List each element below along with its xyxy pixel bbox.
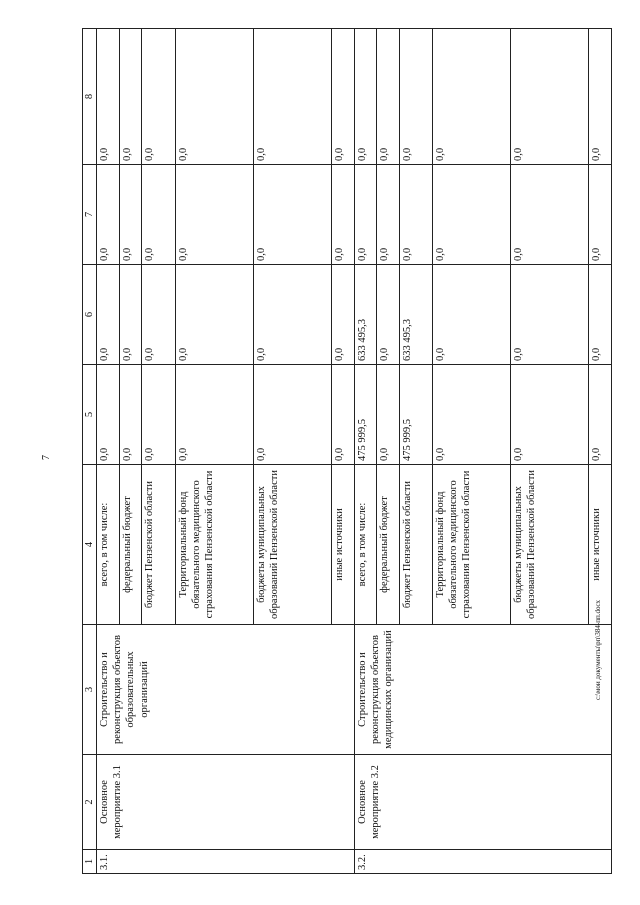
value-col8: 0,0 — [119, 29, 142, 165]
value-col6: 0,0 — [332, 265, 355, 365]
value-col7: 0,0 — [175, 165, 253, 265]
value-col5: 0,0 — [97, 365, 120, 465]
value-col7: 0,0 — [511, 165, 589, 265]
value-col5: 0,0 — [332, 365, 355, 465]
measure-name: Основное мероприятие 3.2 — [354, 755, 612, 850]
page-number: 7 — [41, 455, 52, 460]
value-col7: 0,0 — [399, 165, 433, 265]
value-col6: 0,0 — [142, 265, 176, 365]
measure-description: Строительство и реконструкция объектов медицинских организаций — [354, 625, 612, 755]
measure-description: Строительство и реконструкция объектов образовательных организаций — [97, 625, 354, 755]
value-col6: 633 495,3 — [399, 265, 433, 365]
value-col8: 0,0 — [332, 29, 355, 165]
rotated-table-wrapper — [82, 29, 612, 874]
funding-source: федеральный бюджет — [377, 465, 400, 625]
value-col8: 0,0 — [253, 29, 331, 165]
value-col8: 0,0 — [354, 29, 377, 165]
value-col7: 0,0 — [589, 165, 612, 265]
value-col8: 0,0 — [399, 29, 433, 165]
column-header-7: 7 — [83, 165, 97, 265]
financing-table — [82, 28, 612, 874]
column-header-6: 6 — [83, 265, 97, 365]
value-col8: 0,0 — [175, 29, 253, 165]
value-col6: 633 495,3 — [354, 265, 377, 365]
funding-source: федеральный бюджет — [119, 465, 142, 625]
column-header-5: 5 — [83, 365, 97, 465]
value-col7: 0,0 — [97, 165, 120, 265]
value-col5: 0,0 — [377, 365, 400, 465]
value-col6: 0,0 — [377, 265, 400, 365]
funding-source: иные источники — [589, 465, 612, 625]
footer-file-path: c:\мои документы\рп\384-пп.docx — [594, 599, 602, 700]
value-col8: 0,0 — [433, 29, 511, 165]
row-number: 3.1. — [97, 850, 354, 874]
funding-source: бюджет Пензенской области — [399, 465, 433, 625]
value-col6: 0,0 — [589, 265, 612, 365]
column-header-4: 4 — [83, 465, 97, 625]
table-row — [354, 29, 377, 874]
value-col7: 0,0 — [142, 165, 176, 265]
table-body — [97, 29, 612, 874]
value-col5: 0,0 — [511, 365, 589, 465]
value-col6: 0,0 — [175, 265, 253, 365]
funding-source: Территориальный фонд обязательного медицинского страхования Пензенской области — [433, 465, 511, 625]
value-col8: 0,0 — [97, 29, 120, 165]
value-col7: 0,0 — [377, 165, 400, 265]
value-col6: 0,0 — [97, 265, 120, 365]
value-col8: 0,0 — [589, 29, 612, 165]
row-number: 3.2. — [354, 850, 612, 874]
funding-source: бюджет Пензенской области — [142, 465, 176, 625]
value-col5: 475 999,5 — [354, 365, 377, 465]
value-col5: 475 999,5 — [399, 365, 433, 465]
column-header-1: 1 — [83, 850, 97, 874]
value-col7: 0,0 — [253, 165, 331, 265]
funding-source: иные источники — [332, 465, 355, 625]
value-col6: 0,0 — [119, 265, 142, 365]
value-col5: 0,0 — [433, 365, 511, 465]
value-col7: 0,0 — [354, 165, 377, 265]
funding-source: всего, в том числе: — [97, 465, 120, 625]
value-col5: 0,0 — [589, 365, 612, 465]
value-col8: 0,0 — [511, 29, 589, 165]
value-col7: 0,0 — [433, 165, 511, 265]
value-col7: 0,0 — [332, 165, 355, 265]
value-col8: 0,0 — [377, 29, 400, 165]
funding-source: бюджеты муниципальных образований Пензенской области — [253, 465, 331, 625]
value-col5: 0,0 — [142, 365, 176, 465]
table-row — [97, 29, 120, 874]
measure-name: Основное мероприятие 3.1 — [97, 755, 354, 850]
value-col5: 0,0 — [253, 365, 331, 465]
value-col6: 0,0 — [433, 265, 511, 365]
funding-source: всего, в том числе: — [354, 465, 377, 625]
value-col6: 0,0 — [253, 265, 331, 365]
value-col5: 0,0 — [119, 365, 142, 465]
funding-source: Территориальный фонд обязательного медицинского страхования Пензенской области — [175, 465, 253, 625]
value-col8: 0,0 — [142, 29, 176, 165]
value-col5: 0,0 — [175, 365, 253, 465]
column-header-3: 3 — [83, 625, 97, 755]
value-col6: 0,0 — [511, 265, 589, 365]
header-row — [83, 29, 97, 874]
value-col7: 0,0 — [119, 165, 142, 265]
funding-source: бюджеты муниципальных образований Пензенской области — [511, 465, 589, 625]
column-header-2: 2 — [83, 755, 97, 850]
column-header-8: 8 — [83, 29, 97, 165]
